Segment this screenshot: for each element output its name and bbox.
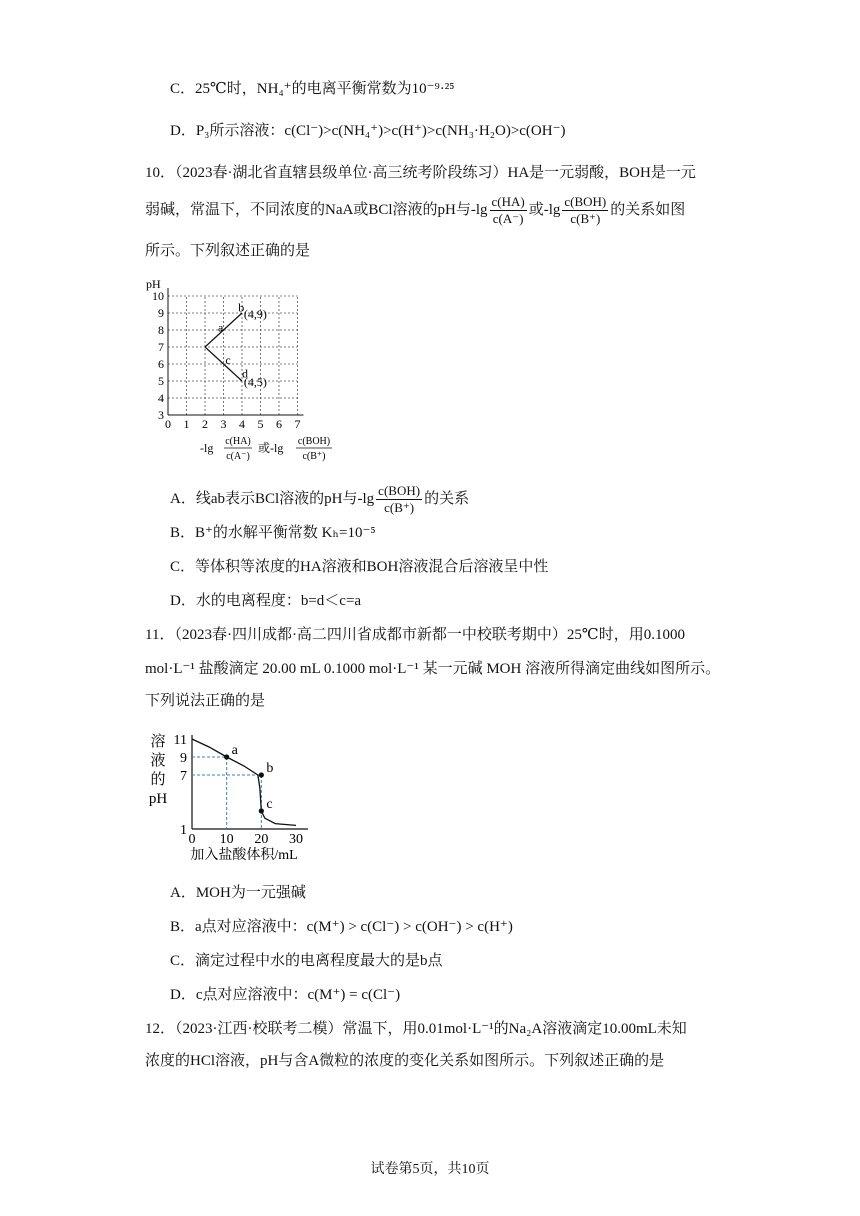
q11-stem-line3: 下列说法正确的是	[145, 693, 266, 709]
q10-option-d: D．水的电离程度：b=d＜c=a	[170, 593, 362, 609]
q12-stem-line2: 浓度的HCl溶液，pH与含A微粒的浓度的变化关系如图所示。下列叙述正确的是	[145, 1053, 665, 1069]
q10-option-b: B．B⁺的水解平衡常数 Kₕ=10⁻⁵	[170, 525, 376, 541]
y-tick-label: 10	[152, 289, 164, 303]
q10-option-c: C．等体积等浓度的HA溶液和BOH溶液混合后溶液呈中性	[170, 559, 549, 575]
q10-text-a: 弱碱，常温下，不同浓度的NaA或BCl溶液的pH与-lg	[145, 201, 488, 218]
annotation-4-5: (4,5)	[243, 375, 267, 390]
q11-chart	[140, 724, 340, 869]
q10-optA-text-b: 的关系	[424, 490, 470, 507]
q10-optA-den: c(B⁺)	[384, 500, 415, 515]
q10-frac2-num: c(BOH)	[564, 194, 607, 209]
q10-frac2-den: c(B⁺)	[570, 211, 601, 226]
y-tick-label: 7	[158, 340, 164, 354]
y-tick-label: 3	[158, 408, 164, 422]
page-footer: 试卷第5页，共10页	[370, 1162, 490, 1177]
q10-chart	[138, 270, 378, 470]
q11-option-b: B．a点对应溶液中：c(M⁺) > c(Cl⁻) > c(OH⁻) > c(H⁺)	[170, 919, 513, 935]
y-tick-label: 11	[173, 733, 187, 748]
q11-stem-line1: 11．（2023春·四川成都·高二四川省成都市新都一中校联考期中）25℃时，用0.1000	[145, 627, 685, 643]
x-tick-label: 7	[294, 417, 301, 431]
y-axis-label-char: 液	[150, 753, 166, 769]
y-tick-label: 1	[180, 823, 187, 838]
q9-option-d-prefix: D．P₃所示溶液：	[170, 123, 285, 139]
xlabel-frac2-num: c(BOH)	[297, 436, 331, 447]
y-tick-label: 5	[158, 374, 164, 388]
point-label-a: a	[231, 743, 238, 758]
q11-stem-line2: mol·L⁻¹ 盐酸滴定 20.00 mL 0.1000 mol·L⁻¹ 某一元碱 MOH 溶液所得滴定曲线如图所示。	[145, 661, 721, 677]
point-c	[259, 808, 264, 813]
xlabel-mid: 或-lg	[258, 441, 284, 455]
q11-option-a: A．MOH为一元强碱	[170, 885, 306, 901]
y-tick-label: 7	[180, 769, 187, 784]
q10-text-b: 或-lg	[528, 201, 561, 218]
q10-fraction-ha	[490, 194, 527, 227]
x-tick-label: 10	[219, 832, 234, 847]
x-tick-label: 0	[165, 417, 171, 431]
q10-stem-line2	[145, 194, 685, 227]
x-tick-label: 3	[220, 417, 227, 431]
q10-stem-line1: 10．（2023春·湖北省直辖县级单位·高三统考阶段练习）HA是一元弱酸，BOH是一元	[145, 165, 696, 181]
point-a	[224, 754, 229, 759]
titration-curve	[192, 739, 296, 825]
y-tick-label: 8	[158, 323, 164, 337]
q12-stem-line1: 12．（2023·江西·校联考二模）常温下，用0.01mol·L⁻¹的Na₂A溶液滴定10.00mL未知	[145, 1021, 687, 1037]
q10-frac1-num: c(HA)	[491, 194, 525, 209]
q9-option-d-expr: c(Cl⁻)>c(NH₄⁺)>c(H⁺)>c(NH₃·H₂O)>c(OH⁻)	[284, 123, 566, 139]
y-tick-label: 6	[158, 357, 164, 371]
q10-optA-num: c(BOH)	[378, 483, 421, 498]
xlabel-lg-1: -lg	[200, 441, 214, 455]
point-b	[259, 772, 264, 777]
y-axis-label-char: 的	[150, 772, 166, 788]
q11-option-c: C．滴定过程中水的电离程度最大的是b点	[170, 953, 443, 969]
y-tick-label: 4	[158, 391, 164, 405]
y-axis-label: pH	[146, 277, 161, 291]
x-axis-label: 加入盐酸体积/mL	[190, 848, 298, 863]
q10-optA-fraction	[376, 483, 422, 516]
point-label-c: c	[225, 353, 231, 367]
q10-stem-line3: 所示。下列叙述正确的是	[145, 243, 311, 259]
q10-fraction-boh	[562, 194, 608, 227]
q11-option-d: D．c点对应溶液中：c(M⁺) = c(Cl⁻)	[170, 987, 401, 1003]
q9-option-d	[170, 120, 566, 142]
x-tick-label: 6	[276, 417, 282, 431]
point-label-c: c	[266, 797, 273, 812]
point-label-a: a	[217, 320, 224, 335]
xlabel-frac2-den: c(B⁺)	[302, 451, 326, 462]
q10-text-c: 的关系如图	[610, 201, 686, 218]
y-tick-label: 9	[158, 306, 164, 320]
x-tick-label: 30	[289, 832, 303, 847]
xlabel-frac1-den: c(A⁻)	[226, 451, 250, 462]
point-label-b: b	[238, 300, 245, 315]
annotation-4-9: (4,9)	[243, 307, 267, 322]
y-axis-label-char: 溶	[150, 734, 166, 750]
x-tick-label: 20	[254, 832, 269, 847]
q10-option-a	[170, 483, 469, 516]
point-label-b: b	[266, 761, 274, 776]
xlabel-frac1-num: c(HA)	[225, 436, 251, 447]
x-tick-label: 4	[239, 417, 245, 431]
y-axis-label-char: pH	[148, 791, 168, 807]
x-tick-label: 5	[257, 417, 264, 431]
point-label-d: d	[242, 366, 248, 381]
x-tick-label: 1	[183, 417, 190, 431]
q10-optA-text-a: A．线ab表示BCl溶液的pH与-lg	[170, 490, 375, 507]
x-tick-label: 0	[188, 832, 196, 847]
x-tick-label: 2	[202, 417, 208, 431]
y-tick-label: 9	[180, 751, 187, 766]
q10-frac1-den: c(A⁻)	[492, 211, 524, 226]
q9-option-c: C．25℃时，NH₄⁺的电离平衡常数为10⁻⁹·²⁵	[170, 81, 455, 97]
